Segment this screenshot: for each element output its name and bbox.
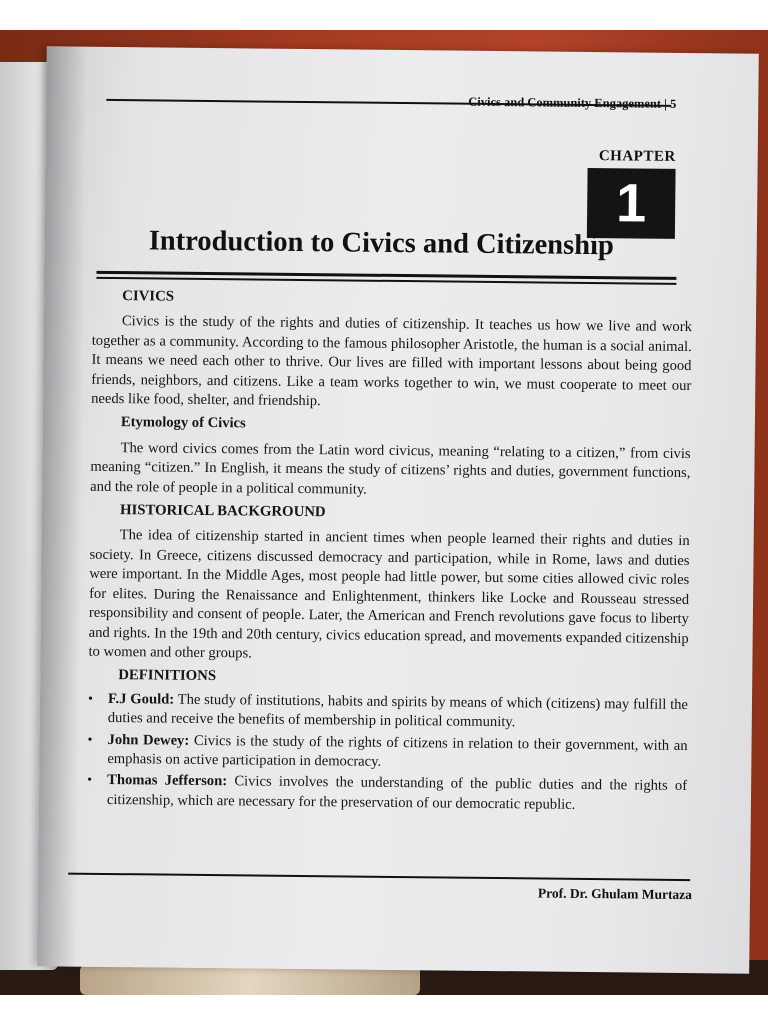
chapter-number-box: 1 [587,168,676,239]
section-heading-etymology: Etymology of Civics [120,414,246,432]
definition-item [87,730,687,775]
chapter-label: CHAPTER [598,148,676,165]
bullet-icon: • [87,773,93,789]
footer-rule [68,873,690,881]
paragraph-history: The idea of citizenship started in ancient times when people learned their rights and duties in society. In Greece, citizens discussed democracy and participation, while in Rome, laws and duties were important. In the Middle Ages, most people had little power, but some cities allowed civic roles for elites. During the Renaissance and Enlightenment, thinkers like Locke and Rousseau stressed responsibility and consent of people. Later, the American and French revolutions gave focus to liberty and rights. In the 19th and 20th century, civics education spread, and movements expanded citizenship to women and other groups. [88,527,690,662]
definition-term: Thomas Jefferson: [107,772,228,790]
definition-text: The study of institutions, habits and spirits by means of which (citizens) may fulfill the duties and receive the benefits of membership in political community. [107,691,689,731]
definition-term: John Dewey: [107,731,190,749]
paragraph-etymology: The word civics comes from the Latin word civicus, meaning “relating to a citizen,” from civis meaning “citizen.” In English, it means the study of citizens’ rights and duties, government functions, and the role of people in a political community. [90,439,691,498]
definition-text: Civics is the study of the rights of citizens in relation to their government, with an emphasis on active participation in democracy. [107,732,688,770]
running-head: Civics and Community Engagement | 5 [468,94,677,111]
definition-item [88,689,688,734]
definition-item [87,771,687,816]
section-heading-history: HISTORICAL BACKGROUND [119,502,326,521]
book-page [37,46,759,973]
chapter-title: Introduction to Civics and Citizenship [148,225,614,262]
section-heading-definitions: DEFINITIONS [118,667,217,685]
paragraph-civics: Civics is the study of the rights and duties of citizenship. It teaches us how we live and work together as a community. According to the famous philosopher Aristotle, the human is a social animal. It means we need each other to thrive. Our lives are filled with important lessons about being good friends, neighbors, and citizens. Like a team works together to win, we must cooperate to meet our needs like food, shelter, and friendship. [91,313,693,410]
definition-term: F.J Gould: [107,690,175,708]
page-content [87,287,692,818]
bullet-icon: • [87,691,93,707]
bottom-margin [0,995,768,1024]
definitions-list [87,689,688,816]
definition-text: Civics involves the understanding of the public duties and the rights of citizenship, which are necessary for the preservation of our democratic republic. [106,773,688,813]
section-heading-civics: CIVICS [122,288,175,305]
bullet-icon: • [87,732,93,748]
footer-author: Prof. Dr. Ghulam Murtaza [537,885,693,903]
spine-shadow [37,46,87,966]
